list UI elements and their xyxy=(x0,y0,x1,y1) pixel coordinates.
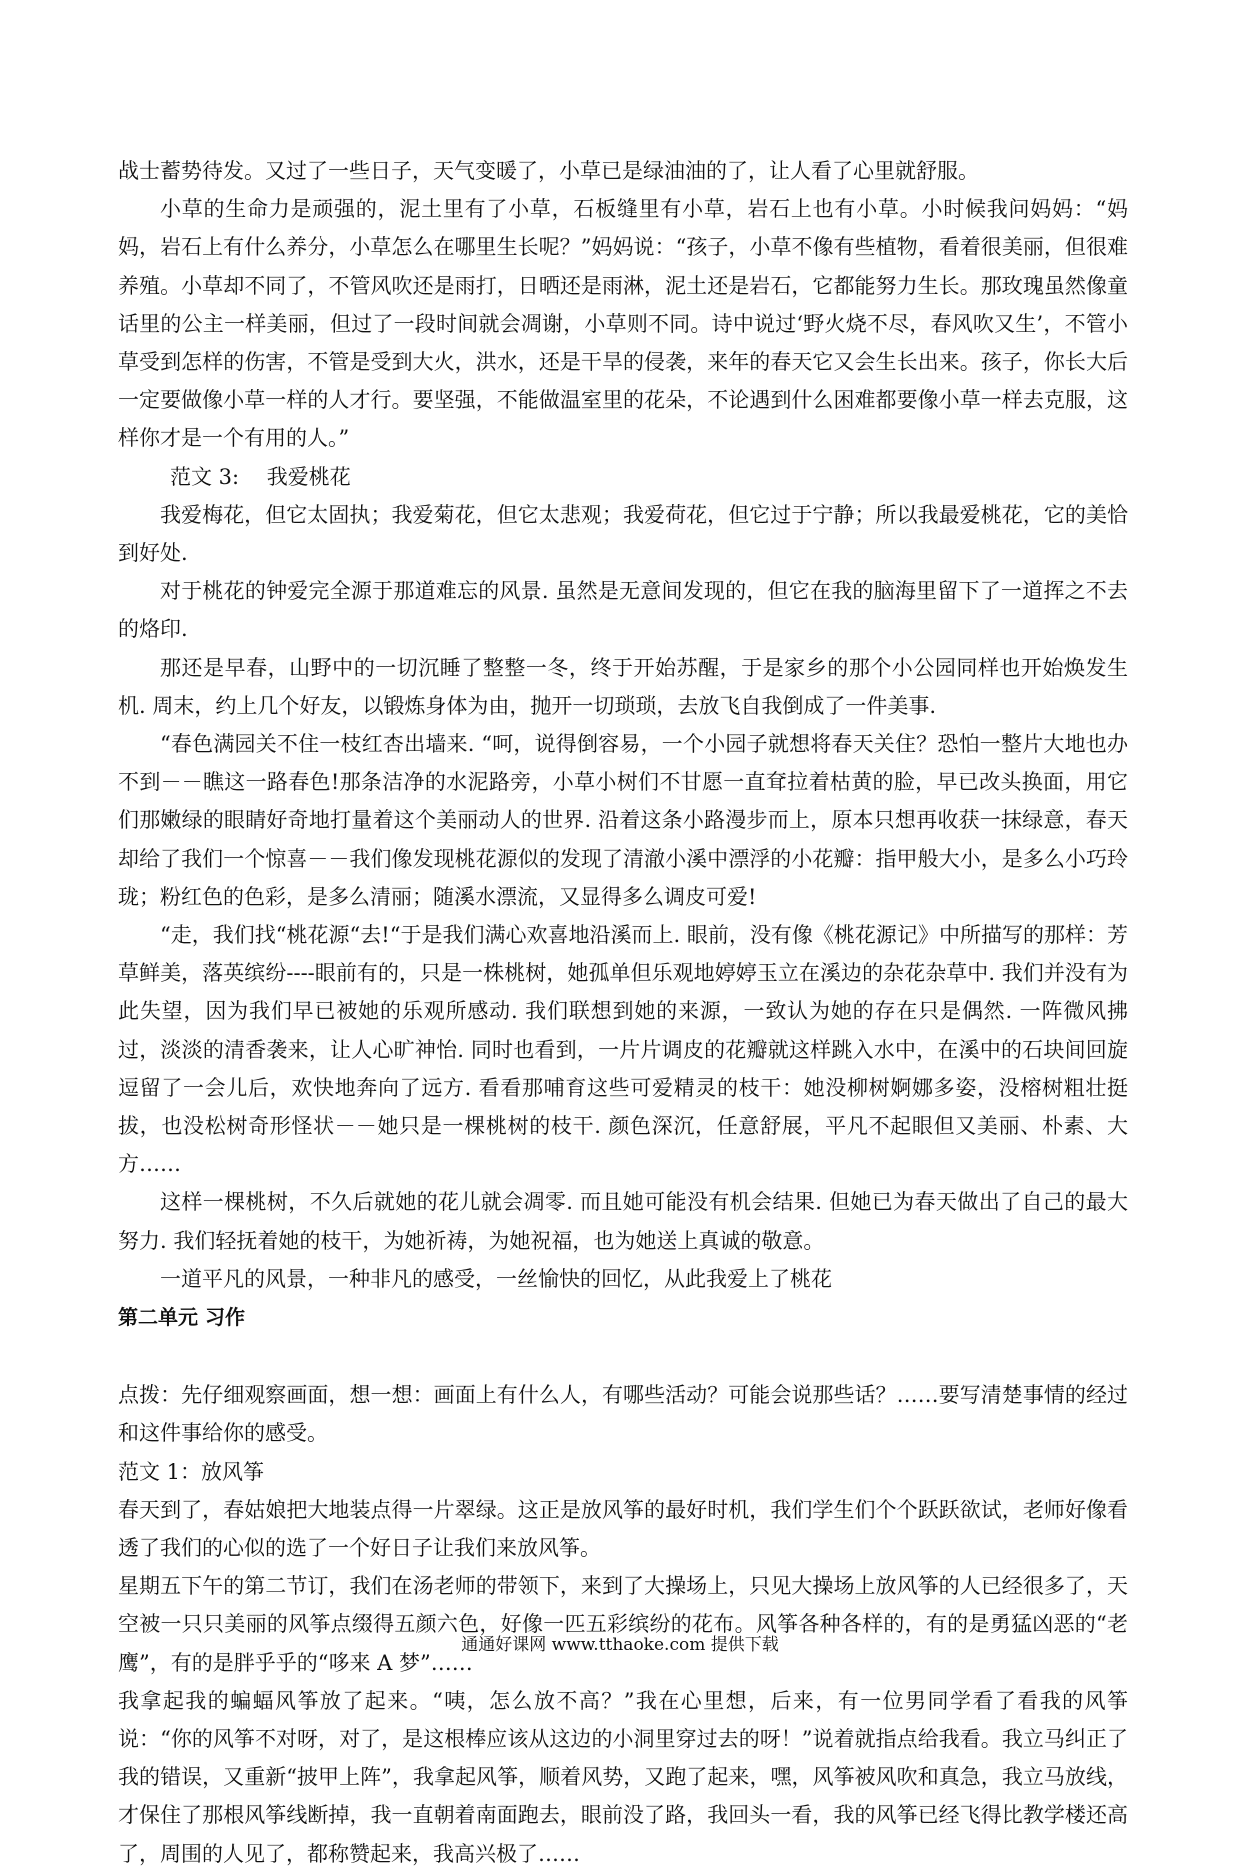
paragraph: 点拨：先仔细观察画面，想一想：画面上有什么人，有哪些活动？可能会说那些话？……要写清楚事情的经过和这件事给你的感受。 xyxy=(118,1383,1128,1446)
section-heading: 第二单元 习作 xyxy=(118,1305,245,1330)
paragraph: 战士蓄势待发。又过了一些日子，天气变暖了，小草已是绿油油的了，让人看了心里就舒服。 xyxy=(118,159,979,183)
paragraph: “春色满园关不住一枝红杏出墙来. “呵，说得倒容易，一个小园子就想将春天关住？恐怕一整片大地也办不到－－瞧这一路春色!那条洁净的水泥路旁，小草小树们不甘愿一直耷拉着枯黄的脸，早已改头换面，用它们那嫩绿的眼睛好奇地打量着这个美丽动人的世界. 沿着这条小路漫步而上，原本只想再收获一抹绿意，春天却给了我们一个惊喜－－我们像发现桃花源似的发现了清澈小溪中漂浮的小花瓣：指甲般大小，是多么小巧玲珑；粉红色的色彩，是多么清丽；随溪水漂流，又显得多么调皮可爱! xyxy=(118,732,1128,909)
page-footer: 通通好课网 www.tthaoke.com 提供下载 xyxy=(461,1635,779,1655)
paragraph: 一道平凡的风景，一种非凡的感受，一丝愉快的回忆，从此我爱上了桃花 xyxy=(160,1266,832,1291)
paragraph: 对于桃花的钟爱完全源于那道难忘的风景. 虽然是无意间发现的，但它在我的脑海里留下了一道挥之不去的烙印. xyxy=(118,579,1128,642)
paragraph: 小草的生命力是顽强的，泥土里有了小草，石板缝里有小草，岩石上也有小草。小时候我问妈妈：“妈妈，岩石上有什么养分，小草怎么在哪里生长呢？”妈妈说：“孩子，小草不像有些植物，看着很美丽，但很难养殖。小草却不同了，不管风吹还是雨打，日晒还是雨淋，泥土还是岩石，它都能努力生长。那玫瑰虽然像童话里的公主一样美丽，但过了一段时间就会凋谢，小草则不同。诗中说过‘野火烧不尽，春风吹又生’，不管小草受到怎样的伤害，不管是受到大火，洪水，还是干旱的侵袭，来年的春天它又会生长出来。孩子，你长大后一定要做像小草一样的人才行。要坚强，不能做温室里的花朵，不论遇到什么困难都要像小草一样去克服，这样你才是一个有用的人。” xyxy=(118,197,1128,451)
paragraph: 春天到了，春姑娘把大地装点得一片翠绿。这正是放风筝的最好时机，我们学生们个个跃跃欲试，老师好像看透了我们的心似的选了一个好日子让我们来放风筝。 xyxy=(118,1497,1128,1560)
paragraph: 这样一棵桃树，不久后就她的花儿就会凋零. 而且她可能没有机会结果. 但她已为春天做出了自己的最大努力. 我们轻抚着她的枝干，为她祈祷，为她祝福，也为她送上真诚的敬意。 xyxy=(118,1190,1128,1253)
essay-title: 范文 1：放风筝 xyxy=(118,1459,265,1484)
paragraph: 星期五下午的第二节订，我们在汤老师的带领下，来到了大操场上，只见大操场上放风筝的人已经很多了，天空被一只只美丽的风筝点缀得五颜六色，好像一匹五彩缤纷的花布。风筝各种各样的，有的是勇猛凶恶的“老鹰”，有的是胖乎乎的“哆来 A 梦”…… xyxy=(118,1574,1128,1675)
paragraph: “走，我们找“桃花源“去!“于是我们满心欢喜地沿溪而上. 眼前，没有像《桃花源记》中所描写的那样：芳草鲜美，落英缤纷----眼前有的，只是一株桃树，她孤单但乐观地婷婷玉立在溪边的杂花杂草中. 我们并没有为此失望，因为我们早已被她的乐观所感动. 我们联想到她的来源，一致认为她的存在只是偶然. 一阵微风拂过，淡淡的清香袭来，让人心旷神怡. 同时也看到，一片片调皮的花瓣就这样跳入水中，在溪中的石块间回旋逗留了一会儿后，欢快地奔向了远方. 看看那哺育这些可爱精灵的枝干：她没柳树婀娜多姿，没榕树粗壮挺拔，也没松树奇形怪状－－她只是一棵桃树的枝干. 颜色深沉，任意舒展，平凡不起眼但又美丽、朴素、大方…… xyxy=(118,923,1128,1177)
document-page xyxy=(118,152,1128,1873)
paragraph: 那还是早春，山野中的一切沉睡了整整一冬，终于开始苏醒，于是家乡的那个小公园同样也开始焕发生机. 周末，约上几个好友，以锻炼身体为由，抛开一切琐琐，去放飞自我倒成了一件美事. xyxy=(118,655,1128,718)
essay-title: 范文 3: 我爱桃花 xyxy=(170,464,351,489)
paragraph: 我爱梅花，但它太固执；我爱菊花，但它太悲观；我爱荷花，但它过于宁静；所以我最爱桃花，它的美恰到好处. xyxy=(118,502,1128,566)
spacer xyxy=(118,1336,1128,1376)
paragraph: 我拿起我的蝙蝠风筝放了起来。“咦，怎么放不高？”我在心里想，后来，有一位男同学看了看我的风筝说：“你的风筝不对呀，对了，是这根棒应该从这边的小洞里穿过去的呀！”说着就指点给我看。我立马纠正了我的错误，又重新“披甲上阵”，我拿起风筝，顺着风势，又跑了起来，嘿，风筝被风吹和真急，我立马放线，才保住了那根风筝线断掉，我一直朝着南面跑去，眼前没了路，我回头一看，我的风筝已经飞得比教学楼还高了，周围的人见了，都称赞起来，我高兴极了…… xyxy=(118,1688,1128,1866)
